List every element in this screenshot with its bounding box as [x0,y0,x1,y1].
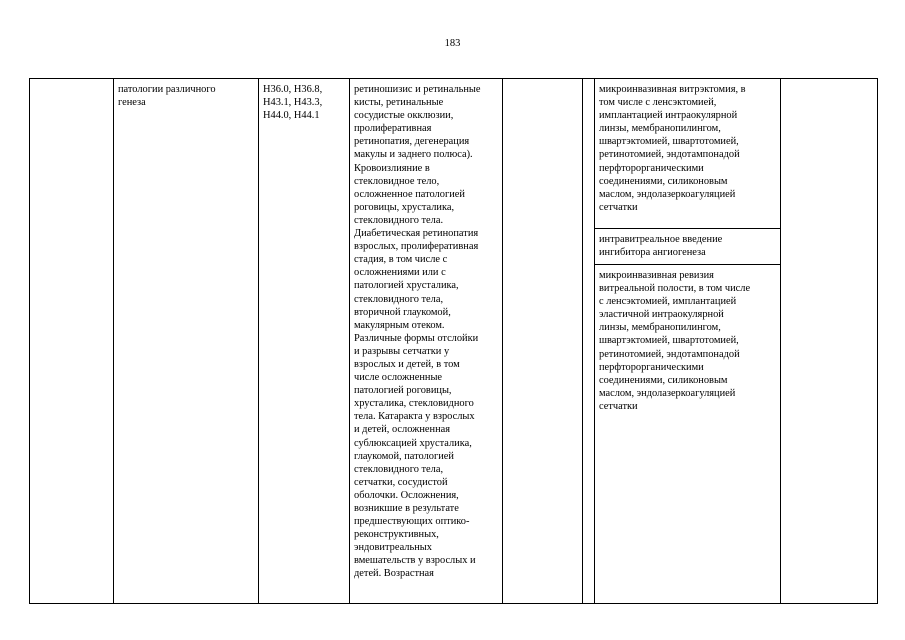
cell-col5 [503,79,583,604]
cell-method-vitrectomy: микроинвазивная витрэктомия, в том числе с ленсэктомией, имплантацией интраокулярной линзы, мембранопилингом, швартэктомией, швартотомией, ретинотомией, эндотампонадой перфторорганическими соединениями, силиконовым маслом, эндолазеркоагуляцией сетчатки [595,79,781,229]
cell-diagnosis: ретиношизис и ретинальные кисты, ретинальные сосудистые окклюзии, пролиферативная ретинопатия, дегенерация макулы и заднего полюса). Кровоизлияние в стекловидное тело, осложненное патологией роговицы, хрусталика, стекловидного тела. Диабетическая ретинопатия взрослых, пролиферативная стадия, в том числе с осложнениями или с патологией хрусталика, стекловидного тела, вторичной глаукомой, макулярным отеком. Различные формы отслойки и разрывы сетчатки у взрослых и детей, в том числе осложненные патологией роговицы, хрусталика, стекловидного тела. Катаракта у взрослых и детей, осложненная сублюксацией хрусталика, глаукомой, патологией стекловидного тела, сетчатки, сосудистой оболочки. Осложнения, возникшие в результате предшествующих оптико- реконструктивных, эндовитреальных вмешательств у взрослых и детей. Возрастная [350,79,503,604]
page-number: 183 [444,38,461,49]
cell-condition: патологии различного генеза [114,79,259,604]
cell-col1 [30,79,114,604]
cell-col8 [781,79,878,604]
cell-icd-codes: H36.0, H36.8, H43.1, H43.3, H44.0, H44.1 [259,79,350,604]
cell-method-revision: микроинвазивная ревизия витреальной полости, в том числе с ленсэктомией, имплантацией эластичной интраокулярной линзы, мембранопилингом, швартэктомией, швартотомией, ретинотомией, эндотампонадой перфторорганическими соединениями, силиконовым маслом, эндолазеркоагуляцией сетчатки [595,265,781,604]
treatment-table [29,78,878,604]
cell-method-intravitreal: интравитреальное введение ингибитора ангиогенеза [595,229,781,265]
cell-col6 [583,79,595,604]
